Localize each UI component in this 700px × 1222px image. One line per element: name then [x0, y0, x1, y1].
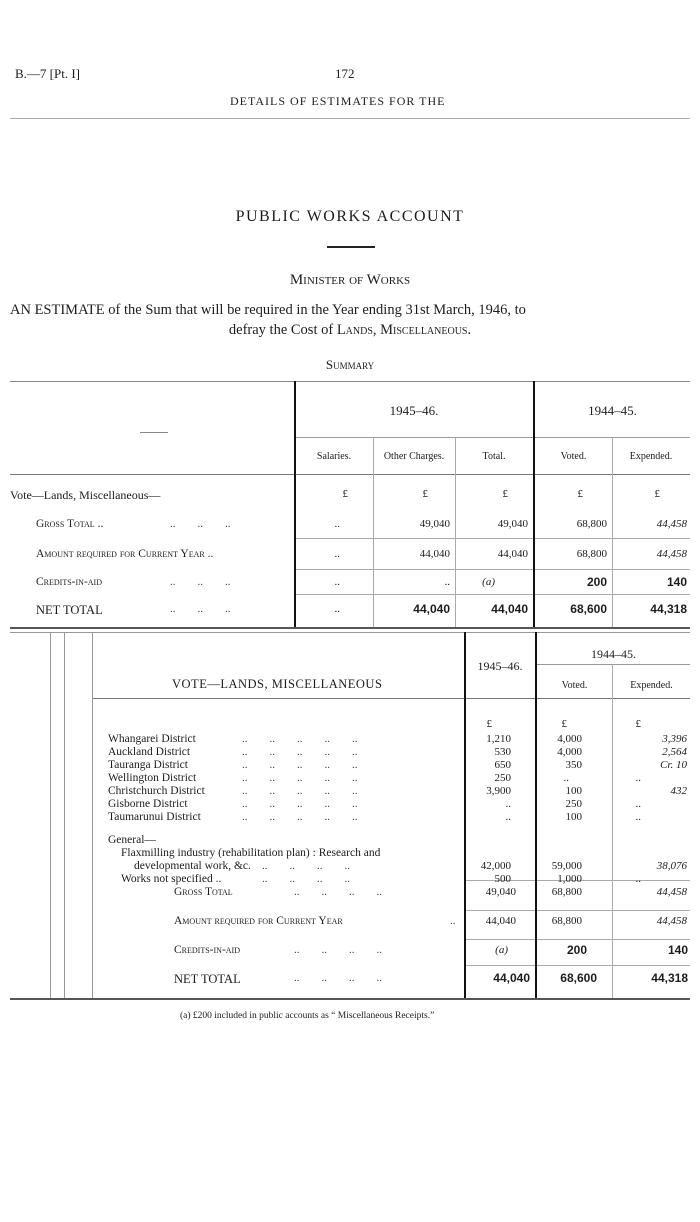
detail-currency-expended: £ — [635, 718, 641, 730]
summary-row-salaries: .. — [334, 548, 340, 560]
detail-total-leader: .. .. .. .. — [294, 944, 382, 956]
district-expended: Cr. 10 — [660, 759, 687, 771]
summary-row-expended: 140 — [666, 575, 687, 589]
detail-total-leader: .. .. .. .. — [294, 886, 382, 898]
footnote: (a) £200 included in public accounts as “ Miscellaneous Receipts.” — [180, 1011, 435, 1021]
general-label: General— — [108, 834, 156, 846]
district-voted: 4,000 — [557, 746, 582, 758]
summary-divider-salaries-other — [373, 437, 374, 627]
district-voted: 4,000 — [557, 733, 582, 745]
district-voted: 100 — [565, 785, 582, 797]
summary-row-voted: 68,600 — [570, 602, 607, 616]
flax-line-2: developmental work, &c. — [134, 860, 251, 872]
summary-row-label: NET TOTAL — [36, 603, 103, 617]
detail-total-voted: 68,800 — [551, 915, 582, 927]
district-current: 530 — [494, 746, 511, 758]
page-ref: B.—7 [Pt. I] — [15, 66, 80, 81]
district-current: 650 — [494, 759, 511, 771]
detail-currency-current: £ — [486, 718, 492, 730]
district-name: Taumarunui District — [108, 811, 201, 823]
detail-total-label: NET TOTAL — [174, 972, 241, 986]
summary-currency-voted: £ — [577, 488, 583, 500]
flax-expended: 38,076 — [656, 860, 687, 872]
summary-row-total: (a) — [482, 576, 495, 588]
estimate-line-1: AN ESTIMATE of the Sum that will be required in the Year ending 31st March, 1946, to — [10, 302, 526, 318]
summary-row-voted: 200 — [586, 575, 607, 589]
summary-stub-rule — [140, 432, 168, 433]
summary-row-total: 49,040 — [497, 518, 528, 530]
detail-currency-voted: £ — [561, 718, 567, 730]
detail-total-label: Amount required for Current Year — [174, 915, 343, 927]
detail-total-current: 49,040 — [485, 886, 516, 898]
district-expended: 3,396 — [662, 733, 687, 745]
title-rule — [327, 246, 375, 248]
summary-row-salaries: .. — [334, 518, 340, 530]
estimate-line-2-subject: Lands, Miscellaneous. — [336, 322, 472, 338]
district-leader: .. .. .. .. .. — [242, 759, 358, 771]
summary-row-other: .. — [444, 576, 450, 588]
detail-voted-head-rule — [537, 664, 690, 665]
district-voted: 250 — [565, 798, 582, 810]
summary-col-head-rule — [295, 437, 690, 438]
summary-row-rule-1 — [295, 538, 690, 539]
detail-total-voted: 200 — [566, 943, 587, 957]
detail-total-current: 44,040 — [493, 971, 530, 985]
summary-row-expended: 44,318 — [650, 602, 687, 616]
detail-total-label: Credits-in-aid — [174, 944, 240, 956]
detail-rule-credits — [465, 939, 690, 940]
district-voted: 100 — [565, 811, 582, 823]
detail-total-current: 44,040 — [485, 915, 516, 927]
district-current: .. — [505, 798, 511, 810]
district-leader: .. .. .. .. .. — [242, 772, 358, 784]
detail-total-voted: 68,600 — [560, 971, 597, 985]
summary-year-current: 1945–46. — [389, 403, 439, 418]
district-leader: .. .. .. .. .. — [242, 733, 358, 745]
district-leader: .. .. .. .. .. — [242, 785, 358, 797]
summary-col-other: Other Charges. — [383, 451, 445, 462]
detail-col-voted: Voted. — [561, 680, 588, 691]
detail-total-label: Gross Total — [174, 886, 233, 898]
summary-row-salaries: .. — [334, 576, 340, 588]
works-leader: .. .. .. .. — [262, 873, 350, 885]
detail-total-leader: .. — [450, 915, 456, 927]
detail-total-current: (a) — [495, 944, 508, 956]
district-expended: .. — [635, 798, 641, 810]
detail-margin-line-2 — [64, 632, 65, 998]
minister-heading: Minister of Works — [289, 272, 411, 288]
detail-total-expended: 140 — [667, 943, 688, 957]
summary-row-expended: 44,458 — [656, 548, 687, 560]
district-name: Auckland District — [108, 746, 191, 758]
summary-currency-other: £ — [422, 488, 428, 500]
estimate-line-2-prefix: defray the Cost of — [228, 322, 337, 338]
works-expended: .. — [635, 873, 641, 885]
district-expended: .. — [635, 772, 641, 784]
district-leader: .. .. .. .. .. — [242, 811, 358, 823]
district-expended: 432 — [670, 785, 687, 797]
detail-total-expended: 44,458 — [656, 886, 687, 898]
summary-row-rule-2 — [295, 569, 690, 570]
district-leader: .. .. .. .. .. — [242, 798, 358, 810]
summary-top-rule — [10, 381, 690, 382]
summary-row-total: 44,040 — [497, 548, 528, 560]
summary-col-salaries: Salaries. — [316, 451, 352, 462]
detail-year-current: 1945–46. — [477, 659, 523, 673]
summary-row-label: Gross Total .. — [36, 518, 104, 530]
flax-leader: .. .. .. .. — [262, 860, 350, 872]
summary-heading: Summary — [325, 357, 375, 372]
header-rule — [10, 118, 690, 119]
summary-vote-label: Vote—Lands, Miscellaneous— — [10, 488, 161, 502]
detail-margin-line-1 — [50, 632, 51, 998]
summary-col-expended: Expended. — [629, 451, 673, 462]
flax-voted: 59,000 — [551, 860, 582, 872]
detail-margin-line-3 — [92, 632, 93, 998]
detail-heading: VOTE—LANDS, MISCELLANEOUS — [172, 677, 383, 691]
detail-total-expended: 44,458 — [656, 915, 687, 927]
summary-row-label: Credits-in-aid — [36, 576, 102, 588]
works-voted: 1,000 — [557, 873, 582, 885]
district-name: Christchurch District — [108, 785, 205, 797]
district-name: Tauranga District — [108, 759, 188, 771]
flax-current: 42,000 — [480, 860, 511, 872]
detail-total-leader: .. .. .. .. — [294, 972, 382, 984]
works-label: Works not specified .. — [121, 873, 222, 885]
estimate-line-2 — [0, 322, 700, 339]
page-title: PUBLIC WORKS ACCOUNT — [235, 208, 465, 225]
summary-col-voted: Voted. — [560, 451, 587, 462]
summary-row-other: 44,040 — [413, 602, 450, 616]
summary-currency-expended: £ — [654, 488, 660, 500]
summary-col-total: Total. — [482, 451, 506, 462]
district-expended: .. — [635, 811, 641, 823]
flax-line-1: Flaxmilling industry (rehabilitation plan) : Research and — [121, 847, 381, 859]
summary-row-rule-3 — [295, 594, 690, 595]
detail-col-expended: Expended. — [630, 680, 673, 691]
district-name: Gisborne District — [108, 798, 188, 810]
district-name: Wellington District — [108, 772, 197, 784]
summary-row-leader: .. .. .. — [170, 576, 231, 588]
summary-currency-total: £ — [502, 488, 508, 500]
summary-row-other: 44,040 — [419, 548, 450, 560]
summary-row-voted: 68,800 — [576, 518, 607, 530]
summary-row-voted: 68,800 — [576, 548, 607, 560]
summary-row-label: Amount required for Current Year .. — [36, 548, 214, 560]
district-voted: .. — [563, 772, 569, 784]
district-current: 3,900 — [486, 785, 511, 797]
district-current: .. — [505, 811, 511, 823]
summary-head-bottom-rule — [10, 474, 690, 475]
detail-head-bottom-rule — [93, 698, 690, 699]
summary-divider-voted-expended — [612, 437, 613, 627]
summary-divider-other-total — [455, 437, 456, 627]
running-title: DETAILS OF ESTIMATES FOR THE — [230, 94, 446, 108]
page-number: 172 — [335, 66, 355, 81]
summary-row-expended: 44,458 — [656, 518, 687, 530]
detail-top-rule — [10, 632, 690, 633]
summary-currency-salaries: £ — [342, 488, 348, 500]
summary-row-total: 44,040 — [491, 602, 528, 616]
district-leader: .. .. .. .. .. — [242, 746, 358, 758]
summary-year-previous: 1944–45. — [588, 403, 637, 418]
district-name: Whangarei District — [108, 733, 196, 745]
district-voted: 350 — [565, 759, 582, 771]
detail-year-previous: 1944–45. — [591, 647, 636, 661]
summary-bottom-rule — [10, 627, 690, 629]
detail-rule-amount — [465, 910, 690, 911]
detail-rule-credits-bottom — [465, 965, 690, 966]
works-current: 500 — [494, 873, 511, 885]
summary-row-other: 49,040 — [419, 518, 450, 530]
district-expended: 2,564 — [662, 746, 687, 758]
detail-total-voted: 68,800 — [551, 886, 582, 898]
summary-row-salaries: .. — [334, 603, 340, 615]
summary-row-leader: .. .. .. — [170, 518, 231, 530]
summary-row-leader: .. .. .. — [170, 603, 231, 615]
detail-total-expended: 44,318 — [651, 971, 688, 985]
district-current: 250 — [494, 772, 511, 784]
district-current: 1,210 — [486, 733, 511, 745]
detail-bottom-rule — [10, 998, 690, 1000]
